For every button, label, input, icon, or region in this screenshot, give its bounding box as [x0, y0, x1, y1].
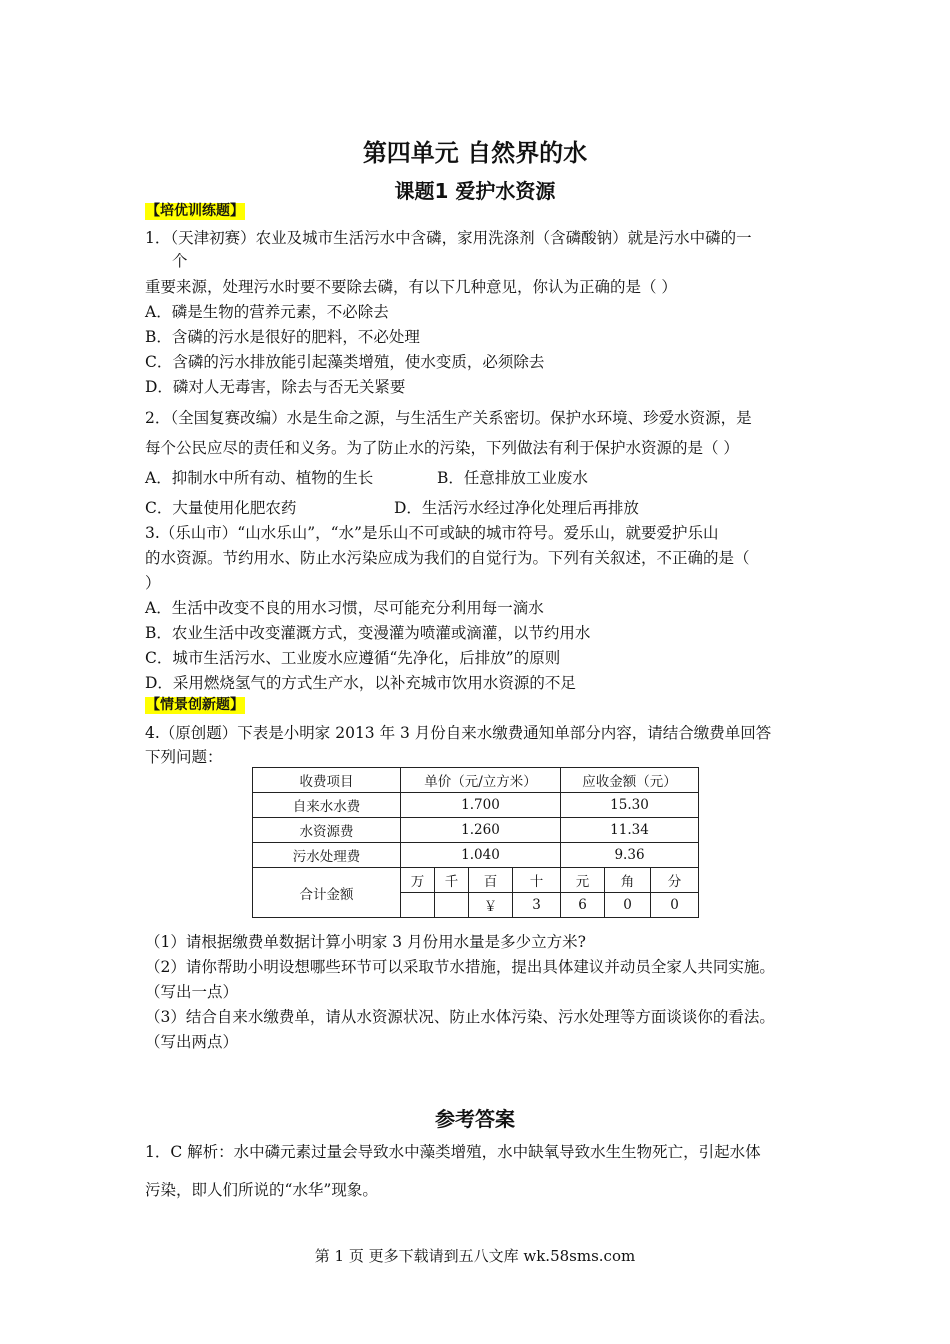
header-cell: 收费项目	[253, 768, 401, 793]
digit-value	[435, 893, 469, 918]
total-label: 合计金额	[253, 868, 401, 918]
digit-header: 千	[435, 868, 469, 893]
lesson-title: 课题1 爱护水资源	[394, 179, 556, 203]
unit-title: 第四单元 自然界的水	[362, 139, 588, 167]
table-cell: 11.34	[561, 818, 699, 843]
digit-header: 万	[401, 868, 435, 893]
q4-sub2-line2: （写出一点）	[145, 983, 239, 1001]
section-label-training: 【培优训练题】	[146, 203, 244, 219]
table-row	[253, 843, 699, 868]
q1-option-d: D．磷对人无毒害，除去与否无关紧要	[145, 378, 406, 396]
digit-value: 6	[561, 893, 605, 918]
table-row	[253, 793, 699, 818]
table-cell: 1.040	[401, 843, 561, 868]
q3-stem-line3: ）	[145, 574, 161, 592]
q3-option-b: B．农业生活中改变灌溉方式，变漫灌为喷灌或滴灌，以节约用水	[145, 624, 591, 642]
q2-option-a: A．抑制水中所有动、植物的生长	[145, 469, 374, 487]
digit-header: 百	[469, 868, 513, 893]
digit-value: 0	[605, 893, 651, 918]
q1-option-c: C．含磷的污水排放能引起藻类增殖，使水变质，必须除去	[145, 353, 545, 371]
answers-title: 参考答案	[435, 1107, 515, 1131]
table-cell: 1.700	[401, 793, 561, 818]
q1-stem-line2: 重要来源，处理污水时要不要除去磷，有以下几种意见，你认为正确的是（ ）	[145, 278, 677, 296]
q3-option-d: D．采用燃烧氢气的方式生产水，以补充城市饮用水资源的不足	[145, 674, 576, 692]
header-cell: 单价（元/立方米）	[401, 768, 561, 793]
q4-sub1: （1）请根据缴费单数据计算小明家 3 月份用水量是多少立方米?	[145, 933, 586, 951]
table-cell: 9.36	[561, 843, 699, 868]
table-cell: 水资源费	[253, 818, 401, 843]
fee-table	[252, 767, 699, 918]
digit-header: 分	[651, 868, 699, 893]
digit-value	[401, 893, 435, 918]
q4-stem-line1: 4.（原创题）下表是小明家 2013 年 3 月份自来水缴费通知单部分内容，请结合缴费单回答	[145, 724, 772, 742]
digit-header: 元	[561, 868, 605, 893]
q1-stem-line1b: 个	[172, 252, 188, 270]
digit-value: ￥	[469, 893, 513, 918]
digit-header: 角	[605, 868, 651, 893]
q1-option-b: B．含磷的污水是很好的肥料，不必处理	[145, 328, 420, 346]
table-cell: 15.30	[561, 793, 699, 818]
q3-option-a: A．生活中改变不良的用水习惯，尽可能充分利用每一滴水	[145, 599, 544, 617]
q3-option-c: C．城市生活污水、工业废水应遵循“先净化，后排放”的原则	[145, 649, 561, 667]
answer-1-line2: 污染，即人们所说的“水华”现象。	[145, 1181, 378, 1199]
q4-sub3-line1: （3）结合自来水缴费单，请从水资源状况、防止水体污染、污水处理等方面谈谈你的看法。	[145, 1008, 775, 1026]
table-row	[253, 818, 699, 843]
q3-stem-line1: 3.（乐山市）“山水乐山”，“水”是乐山不可或缺的城市符号。爱乐山，就要爱护乐山	[145, 524, 719, 542]
total-digit-header-row	[253, 868, 699, 893]
q4-sub3-line2: （写出两点）	[145, 1033, 239, 1051]
digit-header: 十	[513, 868, 561, 893]
table-cell: 自来水水费	[253, 793, 401, 818]
section-label-scenario: 【情景创新题】	[146, 697, 244, 713]
q1-stem-line1: 1．（天津初赛）农业及城市生活污水中含磷，家用洗涤剂（含磷酸钠）就是污水中磷的一	[145, 229, 752, 247]
q3-stem-line2: 的水资源。节约用水、防止水污染应成为我们的自觉行为。下列有关叙述，不正确的是（	[145, 549, 750, 567]
header-cell: 应收金额（元）	[561, 768, 699, 793]
page-footer: 第 1 页 更多下载请到五八文库 wk.58sms.com	[314, 1247, 636, 1265]
table-cell: 污水处理费	[253, 843, 401, 868]
digit-value: 3	[513, 893, 561, 918]
q4-sub2-line1: （2）请你帮助小明设想哪些环节可以采取节水措施，提出具体建议并动员全家人共同实施。	[145, 958, 775, 976]
q2-option-d: D．生活污水经过净化处理后再排放	[394, 499, 639, 517]
digit-value: 0	[651, 893, 699, 918]
table-header-row	[253, 768, 699, 793]
q2-stem-line1: 2．（全国复赛改编）水是生命之源，与生活生产关系密切。保护水环境、珍爱水资源，是	[145, 409, 752, 427]
q2-option-b: B．任意排放工业废水	[437, 469, 588, 487]
q2-option-c: C．大量使用化肥农药	[145, 499, 297, 517]
q1-option-a: A．磷是生物的营养元素，不必除去	[145, 303, 389, 321]
table-cell: 1.260	[401, 818, 561, 843]
q4-stem-line2: 下列问题：	[145, 748, 223, 766]
answer-1-line1: 1．C 解析：水中磷元素过量会导致水中藻类增殖，水中缺氧导致水生生物死亡，引起水体	[145, 1143, 761, 1161]
q2-stem-line2: 每个公民应尽的责任和义务。为了防止水的污染，下列做法有利于保护水资源的是（ ）	[145, 439, 739, 457]
